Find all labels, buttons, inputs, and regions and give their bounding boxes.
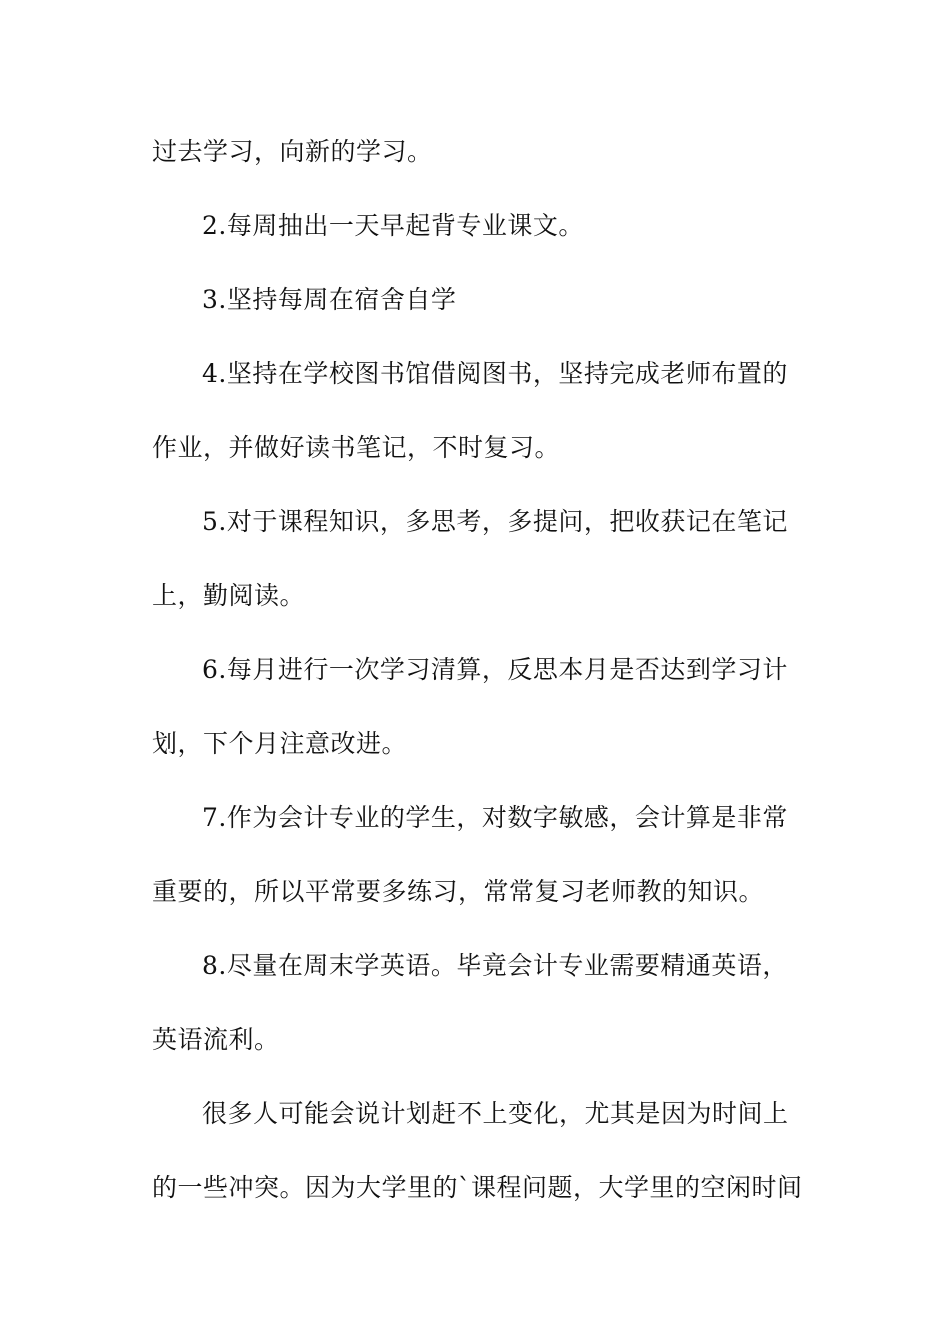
list-item: 4.坚持在学校图书馆借阅图书，坚持完成老师布置的 [202,359,788,388]
text-line: 英语流利。 [152,1025,280,1054]
list-item: 8.尽量在周末学英语。毕竟会计专业需要精通英语， [202,951,788,980]
text-line: 的一些冲突。因为大学里的`课程问题，大学里的空闲时间 [152,1173,803,1202]
paragraph-start: 很多人可能会说计划赶不上变化，尤其是因为时间上 [202,1099,789,1128]
list-item: 5.对于课程知识，多思考，多提问，把收获记在笔记 [202,507,788,536]
list-item: 6.每月进行一次学习清算，反思本月是否达到学习计 [202,655,788,684]
list-item: 2.每周抽出一天早起背专业课文。 [202,211,584,240]
text-line: 过去学习，向新的学习。 [152,137,433,166]
text-line: 重要的，所以平常要多练习，常常复习老师教的知识。 [152,877,765,906]
text-line: 作业，并做好读书笔记，不时复习。 [152,433,561,462]
list-item: 7.作为会计专业的学生，对数字敏感，会计算是非常 [202,803,788,832]
text-line: 划，下个月注意改进。 [152,729,408,758]
list-item: 3.坚持每周在宿舍自学 [202,285,457,314]
text-line: 上，勤阅读。 [152,581,306,610]
